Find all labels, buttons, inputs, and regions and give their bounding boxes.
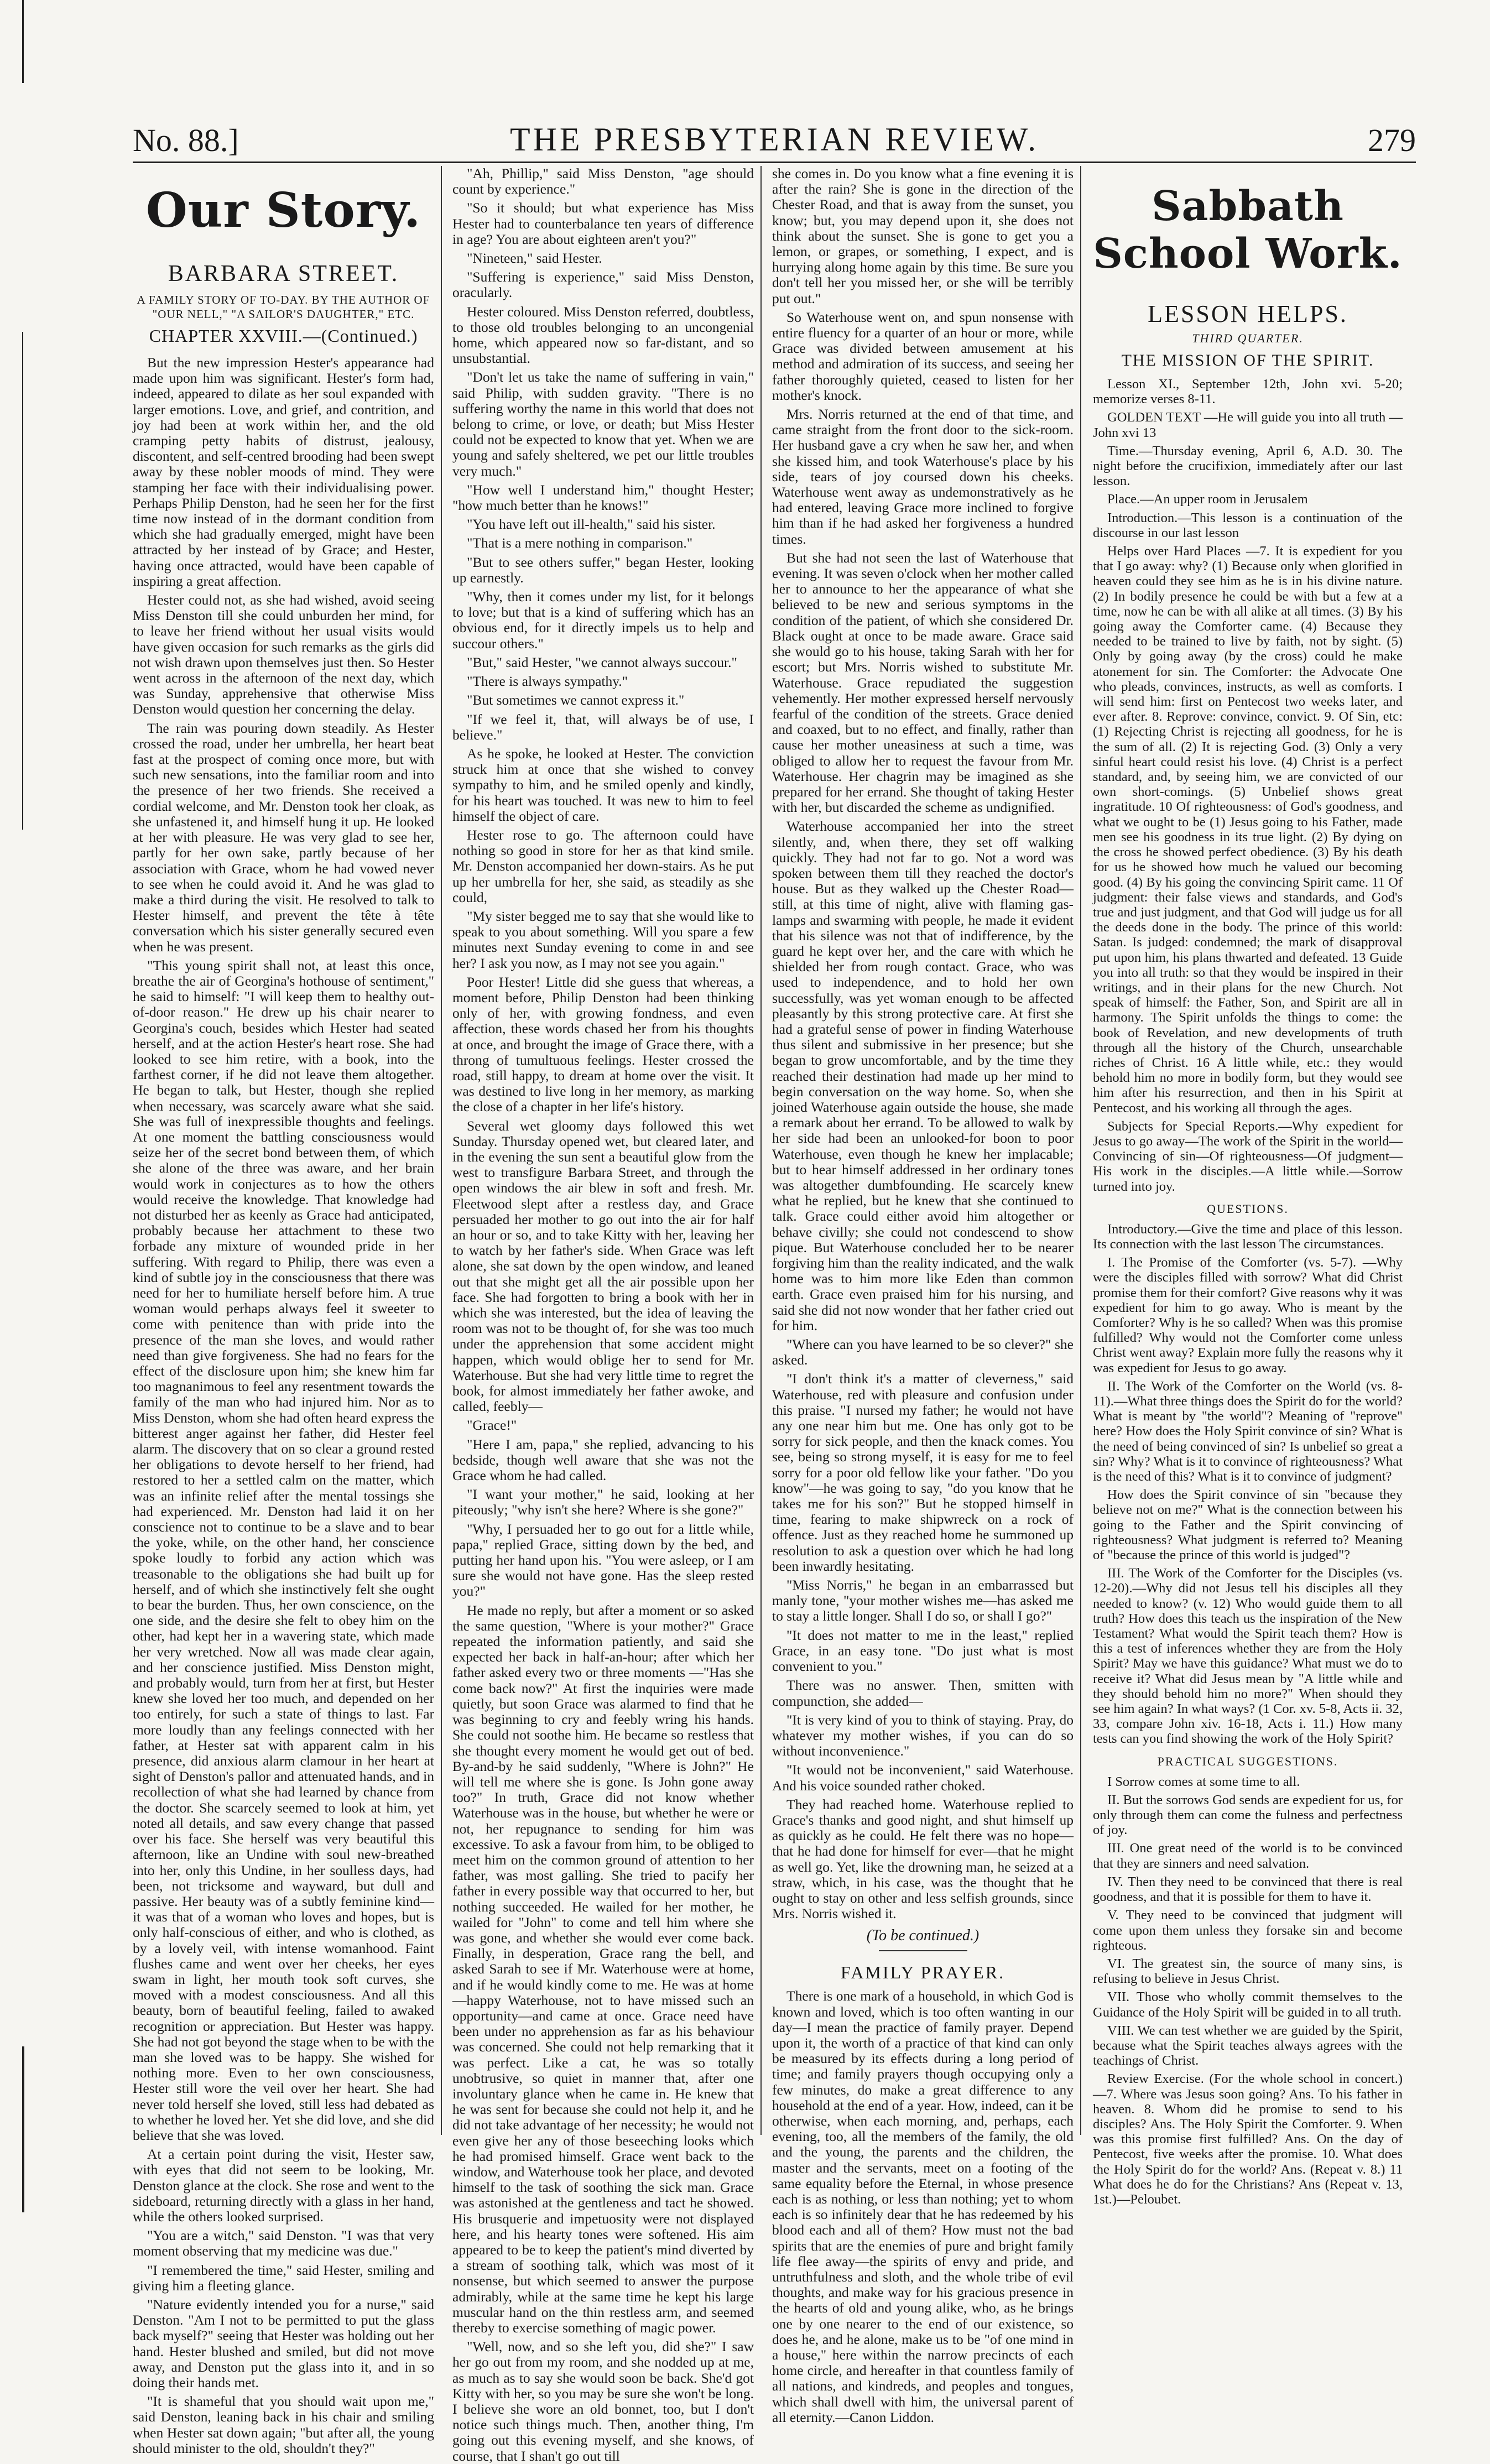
question-paragraph: II. The Work of the Comforter on the World (vs. 8-11).—What three things does the Spirit do for the world? What is meant by "the world"? Meaning of "reprove" here? How does the Holy Spirit convince of sin? What is the need of being convinced of sin? Is unbelief so great a sin? Why? What is it to convince of righteousness? What is the need of this? What is it to convince of judgment? [1093,1378,1403,1484]
story-paragraph: Hester could not, as she had wished, avoid seeing Miss Denston till she could unburden her mind, for to leave her friend without her usual visits would have given occasion for such remarks as the girls did not wish drawn upon themselves just then. So Hester went across in the afternoon of the next day, which was Sunday, apprehensive that otherwise Miss Denston would question her concerning the delay. [133,592,434,717]
story-paragraph: "You are a witch," said Denston. "I was that very moment observing that my medicine was due." [133,2227,434,2259]
lesson-paragraph: Helps over Hard Places —7. It is expedient for you that I go away: why? (1) Because only when glorified in heaven could they see him as he is in his divine nature. (2) In bodily presence he could be with but a few at a time, now he can be with all alike at all times. (3) By his going away the Comforter came. (4) Because they needed to be trained to live by faith, not by sight. (5) Only by going away (by the cross) could he make atonement for sin. The Comforter: the Advocate One who pleads, convinces, instructs, as well as comforts. I will send him: first on Pentecost two weeks later, and ever after. 8. Reprove: convince, convict. 9. Of Sin, etc: (1) Rejecting Christ is rejecting all goodness, for he is the sum of all. (2) It is rejecting God. (3) Only a very sinful heart could resist his love. (4) Christ is a perfect standard, and, by seeing him, we are convicted of our own short-comings. (5) Unbelief shows great ingratitude. 10 Of righteousness: of God's goodness, and what we ought to be (1) Jesus going to his Father, made men see his goodness in its true light. (2) By dying on the cross he showed perfect obedience. (3) By his death for us he showed how much he valued our becoming good. (4) By his going the convincing Spirit came. 11 Of judgment: their false views and standards, and God's true and just judgment, and that God will judge us for all the deeds done in the body. The prince of this world: Satan. Is judged: condemned; the mark of disapproval put upon him, his plans thwarted and defeated. 13 Guide you into all truth: so that they would be inspired in their writings, and in their plans for the new Church. Not speak of himself: the Father, Son, and Spirit are all in harmony. The Spirit unfolds the things to come: the book of Revelation, and new developments of truth through all the history of the Church, unsearchable riches of Christ. 16 A little while, etc.: they would behold him no more in bodily form, but they would see him after his resurrection, and then in his Spirit at Pentecost, and his working all through the ages. [1093,544,1403,1116]
binding-margin [0,0,39,2218]
story-paragraph: "So it should; but what experience has Miss Hester had to counterbalance ten years of difference in age? You are about eighteen aren't you?" [452,200,754,247]
story-paragraph: As he spoke, he looked at Hester. The conviction struck him at once that she wished to convey sympathy to him, and he smiled openly and kindly, for his heart was touched. It was new to him to feel himself the object of care. [452,745,754,824]
story-paragraph: "Nineteen," said Hester. [467,250,602,267]
practical-suggestions-heading: PRACTICAL SUGGESTIONS. [1157,1754,1338,1768]
story-paragraph: "I remembered the time," said Hester, smiling and giving him a fleeting glance. [133,2262,434,2294]
story-paragraph: "That is a mere nothing in comparison." [467,535,693,551]
binding-line [22,2046,24,2212]
story-paragraph: Waterhouse accompanied her into the street silently, and, when there, they set off walking quickly. They had not far to go. Not a word was spoken between them till they reached the doctor's house. But as they walked up the Chester Road—still, at this time of night, alive with flaming gas-lamps and swarming with people, he made it evident that his silence was not that of indifference, by the guard he kept over her, and the care with which he shielded her from rough contact. Grace, who was used to independence, and to hold her own successfully, was yet woman enough to be affected pleasantly by this strong protective care. At first she had a grateful sense of power in finding Waterhouse thus silent and submissive in her presence; but she began to grow uncomfortable, and by the time they reached their destination had made up her mind to begin conversation on the way home. So, when she joined Waterhouse again outside the house, she made a remark about her errand. To be allowed to walk by her side had been an unlooked-for boon to poor Waterhouse, even though he knew her implacable; but to hear himself addressed in her ordinary tones was altogether dumbfounding. He scarcely knew what he replied, but he knew that she continued to talk. Grace could either avoid him altogether or behave civilly; she could not condescend to show pique. But Waterhouse concluded her to be nearer forgiving him than the reality indicated, and the walk home was to him more like Eden than common earth. Grace even praised him for his nursing, and said she did not now wonder that her father cried out for him. [772,818,1074,1333]
suggestion-item: III. One great need of the world is to be convinced that they are sinners and need salvation. [1093,1841,1403,1871]
column-rule [760,166,762,2135]
story-paragraph: "Don't let us take the name of suffering in vain," said Philip, with sudden gravity. "There is no suffering worthy the name in this world that does not belong to crime, or love, or death; but Miss Hester could not be expected to know that yet. When we are young and safely sheltered, we pet our little troubles very much." [452,369,754,479]
story-paragraph: "If we feel it, that, will always be of use, I believe." [452,711,754,743]
lesson-helps-heading: LESSON HELPS. [1148,300,1348,327]
column-2 [452,165,754,2464]
story-paragraph: "Here I am, papa," she replied, advancing to his bedside, though well aware that she was not the Grace whom he had called. [452,1436,754,1484]
story-paragraph: They had reached home. Waterhouse replied to Grace's thanks and good night, and shut himself up as quickly as he could. He felt there was no hope—that he had done for himself for ever—that he might as well go. Yet, like the drowning man, he seized at a straw, which, in his case, was the thought that he ought to stay on other and less selfish grounds, since Mrs. Norris wished it. [772,1796,1074,1922]
story-paragraph: Hester coloured. Miss Denston referred, doubtless, to those old troubles belonging to an uncongenial home, which appeared now so far-distant, and so unsubstantial. [452,303,754,367]
story-paragraph: Mrs. Norris returned at the end of that time, and came straight from the front door to the sick-room. Her husband gave a cry when he saw her, and when she kissed him, and took Waterhouse's place by his side, tears of joy coursed down his cheeks. Waterhouse went away as undemonstratively as he had entered, leaving Grace more inclined to forgive him than if he had asked her forgiveness a hundred times. [772,406,1074,547]
story-paragraph: At a certain point during the visit, Hester saw, with eyes that did not seem to be looking, Mr. Denston glance at the clock. She rose and went to the sideboard, returning directly with a glass in her hand, while the others looked surprised. [133,2146,434,2225]
column-rule [441,166,442,2135]
lesson-paragraph: Subjects for Special Reports.—Why expedient for Jesus to go away—The work of the Spirit in the world—Convincing of sin—Of righteousness—Of judgment—His work in the disciples.—A little while.—Sorrow turned into joy. [1093,1118,1403,1194]
story-paragraph: "But sometimes we cannot express it." [467,692,685,709]
story-paragraph: Several wet gloomy days followed this wet Sunday. Thursday opened wet, but cleared later, and in the evening the sun sent a beautiful glow from the west to transfigure Barbara Street, and through the open windows the air blew in soft and fresh. Mr. Fleetwood slept after a restless day, and Grace persuaded her mother to go out into the air for half an hour or so, and to take Kitty with her, leaving her to watch by her father's side. When Grace was left alone, she sat down by the open window, and leaned out that she might get all the air possible upon her face. She had forgotten to bring a book with her in which she was interested, but the idea of leaving the room was not to be thought of, for she was too much under the apprehension that some accident might happen, which would oblige her to send for Mr. Waterhouse. But she had very little time to regret the book, for almost immediately her father awoke, and called, feebly— [452,1117,754,1415]
story-paragraph: "It does not matter to me in the least," replied Grace, in an easy tone. "Do just what is most convenient to you." [772,1627,1074,1675]
story-paragraph: "But," said Hester, "we cannot always succour." [467,654,737,670]
story-paragraph: "How well I understand him," thought Hester; "how much better than he knows!" [452,481,754,514]
story-paragraph: "This young spirit shall not, at least this once, breathe the air of Georgina's hothouse of sentiment," he said to himself: "I will keep them to healthy out-of-door reason." He drew up his chair nearer to Georgina's couch, besides which Hester had seated herself, and at the action Hester's heart rose. She had looked to see him retire, with a book, into the farthest corner, if he did not leave them altogether. He began to talk, but Hester, though she replied when necessary, was scarcely aware what she said. She was full of inexpressible thoughts and feelings. At one moment the battling consciousness would seize her of the secret bond between them, of which she alone of the three was aware, and her brain would work in conjectures as to how the others would receive the knowledge. That knowledge had not disturbed her as keenly as Grace had anticipated, probably because her attachment to these two forbade any mixture of wounded pride in her suffering. With regard to Philip, there was even a kind of subtle joy in the consciousness that there was need for her to humiliate herself before him. A true woman would perhaps always feel it sweeter to come with penitence than with pride into the presence of the man she loves, and would rather need than give forgiveness. She had no fears for the effect of the disclosure upon him; she knew him far too magnanimous to feel any resentment towards the family of the man who had injured him. Nor as to Miss Denston, whom she had often heard express the bitterest anger against her father, did Hester feel alarm. The discovery that on so clear a ground rested her obligations to devote herself to her friend, had restored to her a settled calm on the matter, which was an infinite relief after the mental tossings she had experienced. Mr. Denston had laid it on her conscience not to continue to be a slave and to bear the yoke, while, on the other hand, her conscience spoke loudly to forbid any action which was treasonable to the obligations she had built up for herself, and of which she instinctively felt she ought to bear the burden. Thus, her own conscience, on the one side, and the desire she felt to obey him on the other, had kept her in a wavering state, which made her very wretched. Now all was made clear again, and her conscience justified. Miss Denston might, and probably would, turn from her at first, but Hester knew she loved her too much, and depended on her too entirely, for such a state of things to last. Far more loudly than any feelings connected with her father, at Hester sat with apparent calm in his presence, did anxious alarm clamour in her heart at sight of Denston's pallor and attenuated hands, and in recollection of what she had learned by chance from the doctor. She scarcely seemed to look at him, yet noted all details, and saw every change that passed over his face. She herself was very beautiful this afternoon, like an Undine with soul new-breathed into her, only this Undine, in her soulless days, had been, not tricksome and wayward, but dull and passive. Her beauty was of a subtly feminine kind—it was that of a woman who loves and hopes, but is only half-conscious of either, and who is clothed, as by a lovely veil, with intense womanhood. Faint flushes came and went over her cheeks, her eyes swam in light, her mouth took soft curves, she moved with a modest consciousness. And all this beauty, born of beautiful feeling, failed to awaked recognition or appreciation. But Hester was happy. She had not got beyond the stage when to be with the man she loved was to be happy. She wished for nothing more. Even to her own consciousness, Hester still wore the veil over her heart. She had never told herself she loved, still less had debated as to whether he loved her. Yet she did love, and she did believe that she was loved. [133,957,434,2143]
story-paragraph: "Ah, Phillip," said Miss Denston, "age should count by experience." [452,165,754,197]
story-paragraph: Hester rose to go. The afternoon could have nothing so good in store for her as that kind smile. Mr. Denston accompanied her down-stairs. As he put up her umbrella for her, she said, as steadily as she could, [452,826,754,905]
story-paragraph: she comes in. Do you know what a fine evening it is after the rain? She is gone in the direction of the Chester Road, and that is away from the sunset, you know; but, you may depend upon it, she does not think about the sunset. She is gone to get you a lemon, or grapes, or something, I expect, and is hurrying along home again by this time. Be sure you don't tell her you missed her, or she will be terribly put out." [772,165,1074,306]
questions-heading: QUESTIONS. [1207,1201,1289,1216]
suggestion-item: II. But the sorrows God sends are expedient for us, for only through them can come the fulness and perfectness of joy. [1093,1792,1403,1838]
question-paragraph: I. The Promise of the Comforter (vs. 5-7). —Why were the disciples filled with sorrow? What did Christ promise them for their comfort? Give reasons why it was expedient for him to go away. Who is meant by the Comforter? Why is he so called? When was this promise fulfilled? Why would not the Comforter come unless Christ went away? Explain more fully the reasons why it was expedient for Jesus to go away. [1093,1255,1403,1376]
story-paragraph: "Miss Norris," he began in an embarrassed but manly tone, "your mother wishes me—has asked me to stay a little longer. Shall I do so, or shall I go?" [772,1577,1074,1624]
suggestion-item: VI. The greatest sin, the source of many sins, is refusing to believe in Jesus Christ. [1093,1956,1403,1987]
story-paragraph: But she had not seen the last of Waterhouse that evening. It was seven o'clock when her mother called her to announce to her the appearance of what she believed to be new and serious symptoms in the condition of the patient, of which she considered Dr. Black ought at once to be made aware. Grace said she would go to his house, taking Sarah with her for escort; but Mrs. Norris wished to substitute Mr. Waterhouse. Grace repudiated the suggestion vehemently. Her mother expressed herself nervously fearful of the condition of the streets. Grace denied and coaxed, but to no effect, and finally, rather than cause her mother uneasiness at such a time, was obliged to allow her to request the favour from Mr. Waterhouse. Her chagrin may be imagined as she prepared for her errand. She thought of taking Hester with her, but discarded the scheme as undignified. [772,549,1074,816]
chapter-heading: CHAPTER XXVIII.—(Continued.) [149,326,418,346]
story-paragraph: "Why, I persuaded her to go out for a little while, papa," replied Grace, sitting down by the bed, and putting her hand upon his. "You were asleep, or I am sure she would not have gone. Has the sleep rested you?" [452,1520,754,1600]
story-byline: A FAMILY STORY OF TO-DAY. BY THE AUTHOR OF "OUR NELL," "A SAILOR'S DAUGHTER," ETC. [137,293,430,321]
suggestion-item: I Sorrow comes at some time to all. [1107,1774,1300,1789]
story-paragraph: "Where can you have learned to be so clever?" she asked. [772,1336,1074,1368]
article-divider [879,1950,967,1951]
column-rule [1080,166,1081,2135]
story-paragraph: So Waterhouse went on, and spun nonsense with entire fluency for a quarter of an hour or more, while Grace was divided between amusement at his method and admiration of its success, and seeing her father thoroughly quieted, ceased to listen for her mother's knock. [772,309,1074,403]
column-3 [772,165,1074,2425]
story-paragraph: "Suffering is experience," said Miss Denston, oracularly. [452,269,754,301]
header-rule [133,162,1416,163]
lesson-paragraph: Introduction.—This lesson is a continuation of the discourse in our last lesson [1093,510,1403,540]
binding-line [22,0,24,83]
story-paragraph: "It would not be inconvenient," said Waterhouse. And his voice sounded rather choked. [772,1762,1074,1794]
story-paragraph: "My sister begged me to say that she would like to speak to you about something. Will you spare a few minutes next Sunday evening to come in and see her? I ask you now, as I may not see you again." [452,908,754,971]
column-4 [1093,166,1403,2207]
story-paragraph: The rain was pouring down steadily. As Hester crossed the road, under her umbrella, her heart beat fast at the prospect of coming once more, but with such new sensations, into the familiar room and into the presence of her two friends. She received a cordial welcome, and Mr. Denston took her cloak, as she unfastened it, and himself hung it up. He looked at her with pleasure. He was very glad to see her, partly for her own sake, partly because of her association with Grace, whom he had vowed never to see when he could avoid it. And he was glad to make a third during the visit. He resolved to talk to Hester himself, and prevent the tête à tête conversation which his sister generally secured even when he was present. [133,720,434,955]
suggestion-item: VII. Those who wholly commit themselves to the Guidance of the Holy Spirit will be guided in to all truth. [1093,1989,1403,2020]
story-title: BARBARA STREET. [168,261,399,286]
family-prayer-text: There is one mark of a household, in which God is known and loved, which is too often wanting in our day—I mean the practice of family prayer. Depend upon it, the worth of a practice of that kind can only be measured by its effects during a long period of time; and family prayers though occupying only a few minutes, do make a great difference to any household at the end of a year. How, indeed, can it be otherwise, when each morning, and, perhaps, each evening, too, all the members of the family, the old and the young, the parents and the children, the master and the servants, meet on a footing of the same equality before the Eternal, in whose presence each is as nothing, or less than nothing; yet to whom each is so infinitely dear that he has redeemed by his blood each and all of them? How must not the bad spirits that are the enemies of pure and bright family life flee away—the spirits of envy and pride, and untruthfulness and sloth, and the whole tribe of evil thoughts, and make way for his gracious presence in the hearts of old and young alike, who, as he brings one by one nearer to the end of our existence, so does he, and he alone, make us to be "of one mind in a house," here within the narrow precincts of each home circle, and hereafter in that countless family of all nations, and kindreds, and peoples and tongues, which shall dwell with him, the universal parent of all eternity.—Canon Liddon. [772,1988,1074,2425]
lesson-paragraph: Time.—Thursday evening, April 6, A.D. 30. The night before the crucifixion, immediately after our last lesson. [1093,443,1403,489]
column-1 [133,166,434,2456]
suggestion-item: IV. Then they need to be convinced that there is real goodness, and that it is possible for them to have it. [1093,1874,1403,1905]
story-paragraph: "I don't think it's a matter of cleverness," said Waterhouse, red with pleasure and confusion under this praise. "I nursed my father; he would not have any one near him but me. One has only got to be sorry for sick people, and then the knack comes. You see, being so strong myself, it is easy for me to feel sorry for a poor old fellow like your father. "Do you know"—he was going to say, "do you know that he takes me for his son?" But he stopped himself in time, fearing to make shipwreck on a rock of offence. Just as they reached home he summoned up resolution to ask a question over which he had long been inwardly hesitating. [772,1371,1074,1574]
story-paragraph: Poor Hester! Little did she guess that whereas, a moment before, Philip Denston had been thinking only of her, with growing fondness, and even affection, these words chased her from his thoughts at once, and brought the image of Grace there, with a throng of tumultuous feelings. Hester crossed the road, still happy, to dream at home over the visit. It was destined to live long in her memory, as marking the close of a chapter in her life's history. [452,973,754,1115]
story-paragraph: There was no answer. Then, smitten with compunction, she added— [772,1677,1074,1709]
to-be-continued: (To be continued.) [866,1927,980,1945]
family-prayer-title: FAMILY PRAYER. [840,1962,1006,1983]
lesson-reference: Lesson XI., September 12th, John xvi. 5-20; memorize verses 8-11. [1093,377,1403,407]
review-exercise: Review Exercise. (For the whole school in concert.)—7. Where was Jesus soon going? Ans. To his father in heaven. 8. Whom did he promise to send to his disciples? Ans. The Holy Spirit the Comforter. 9. When was this promise first fulfilled? Ans. On the day of Pentecost, five weeks after the promise. 10. What does the Holy Spirit do for the world? Ans. (Repeat v. 8.) 11 What does he do for the Christians? Ans (Repeat v. 13, 1st.)—Peloubet. [1093,2071,1403,2207]
story-paragraph: But the new impression Hester's appearance had made upon him was significant. Hester's form had, indeed, appeared to dilate as her soul expanded with larger emotions. Love, and grief, and contrition, and joy had been at work within her, and the old cramping petty habits of distrust, jealousy, discontent, and self-centred brooding had been swept away by these nobler moods of mind. They were stamping her face with their individualising power. Perhaps Philip Denston, had he seen her for the first time now instead of in the dormant condition from which she had gradually emerged, might have been attracted by her instead of by Grace; and Hester, having once attracted, would have been capable of inspiring a great affection. [133,355,434,589]
journal-title: THE PRESBYTERIAN REVIEW. [509,121,1039,158]
story-paragraph: "Grace!" [467,1417,517,1434]
question-paragraph: Introductory.—Give the time and place of this lesson. Its connection with the last lesson The circumstances. [1093,1221,1403,1252]
section-heading-our-story: Our Story. [145,183,421,238]
issue-number: No. 88.] [133,122,239,158]
section-heading-sabbath-school: Sabbath School Work. [1093,183,1403,278]
story-paragraph: He made no reply, but after a moment or so asked the same question, "Where is your mother?" Grace repeated the information patiently, and said she expected her back in half-an-hour; after which her father asked every two or three moments —"Has she come back now?" At first the inquiries were made quietly, but soon Grace was alarmed to find that he was beginning to cry and feebly wring his hands. She could not soothe him. He became so restless that she thought every moment he would get out of bed. By-and-by he said suddenly, "Where is John?" He will tell me where she is gone. Is John gone away too?" In truth, Grace did not know whether Waterhouse was in the house, but whether he were or not, her repugnance to sending for him was excessive. To ask a favour from him, to be obliged to meet him on the common ground of attention to her father, was most galling. She tried to pacify her father in every possible way that occurred to her, but nothing succeeded. He wailed for her mother, he wailed for "John" to come and tell him where she was gone, and whether she would ever come back. Finally, in desperation, Grace rang the bell, and asked Sarah to see if Mr. Waterhouse were at home, and if he would kindly come to me. He was at home—happy Waterhouse, not to have missed such an opportunity—and came at once. Grace need have been under no apprehension as far as his behaviour was concerned. She could not help remarking that it was perfect. Like a cat, he was so totally unobtrusive, so quiet in manner that, after one involuntary glance when he came in. He knew that he was sent for because she could not help it, and he did not take advantage of her necessity; he would not even give her any of those beseeching looks which he had promised himself. Grace went back to the window, and Waterhouse took her place, and devoted himself to the task of soothing the sick man. Grace was astonished at the gentleness and tact he showed. His brusquerie and impetuosity were not displayed here, and his hearty tones were softened. His aim appeared to be to keep the patient's mind diverted by a stream of soothing talk, which was most of it nonsense, but which seemed to answer the purpose admirably, while at the same time he kept his large muscular hand on the thin restless arm, and seemed thereby to exercise something of magic power. [452,1602,754,2336]
suggestion-item: VIII. We can test whether we are guided by the Spirit, because what the Spirit teaches always agrees with the teachings of Christ. [1093,2023,1403,2069]
question-paragraph: How does the Spirit convince of sin "because they believe not on me?" What is the connection between his going to the Father and the Spirit convincing of righteousness? What judgment is referred to? Meaning of "because the prince of this world is judged"? [1093,1487,1403,1563]
story-paragraph: "I want your mother," he said, looking at her piteously; "why isn't she here? Where is she gone?" [452,1486,754,1518]
question-paragraph: III. The Work of the Comforter for the Disciples (vs. 12-20).—Why did not Jesus tell his disciples all they needed to know? (v. 12) Who would guide them to all truth? How does this teach us the inspiration of the New Testament? What would the Spirit teach them? How is this a test of inferences whether they are from the Holy Spirit? May we have this guidance? What must we do to receive it? What did Jesus mean by "A little while and they should behold him no more?" When should they see him again? In what ways? (1 Cor. xv. 5-8, Acts ii. 32, 33, compare John xiv. 16-18, Acts i. 11.) How many tests can you find showing the work of the Holy Spirit? [1093,1566,1403,1747]
story-paragraph: "Well, now, and so she left you, did she?" I saw her go out from my room, and she nodded up at me, as much as to say she would soon be back. She'd got Kitty with her, so you may be sure she won't be long. I believe she wore an old bonnet, too, but I don't notice such things much. Then, another thing, I'm going out this evening myself, and she knows, of course, that I shan't go out till [452,2338,754,2464]
masthead [133,105,1416,158]
page-number: 279 [1368,122,1416,158]
story-paragraph: "Nature evidently intended you for a nurse," said Denston. "Am I not to be permitted to put the glass back myself?" seeing that Hester was holding out her hand. Hester blushed and smiled, but did not move away, and Denston put the glass into it, and in so doing their hands met. [133,2296,434,2390]
story-paragraph: "But to see others suffer," began Hester, looking up earnestly. [452,554,754,586]
quarter-label: THIRD QUARTER. [1192,331,1304,345]
golden-text: GOLDEN TEXT —He will guide you into all truth —John xvi 13 [1093,410,1403,440]
story-paragraph: "Why, then it comes under my list, for it belongs to love; but that is a kind of suffering which has an obvious end, for it directly impels us to help and succour others." [452,588,754,652]
binding-line [22,332,23,830]
lesson-paragraph: Place.—An upper room in Jerusalem [1107,492,1308,507]
lesson-title: THE MISSION OF THE SPIRIT. [1121,351,1374,369]
story-paragraph: "You have left out ill-health," said his sister. [467,516,716,533]
story-paragraph: "It is very kind of you to think of staying. Pray, do whatever my mother wishes, if you can do so without inconvenience." [772,1711,1074,1759]
suggestion-item: V. They need to be convinced that judgment will come upon them unless they forsake sin and become righteous. [1093,1908,1403,1953]
story-paragraph: "There is always sympathy." [467,673,628,690]
story-paragraph: "It is shameful that you should wait upon me," said Denston, leaning back in his chair and smiling when Hester sat down again; "but after all, the young should minister to the old, shouldn't they?" [133,2393,434,2456]
